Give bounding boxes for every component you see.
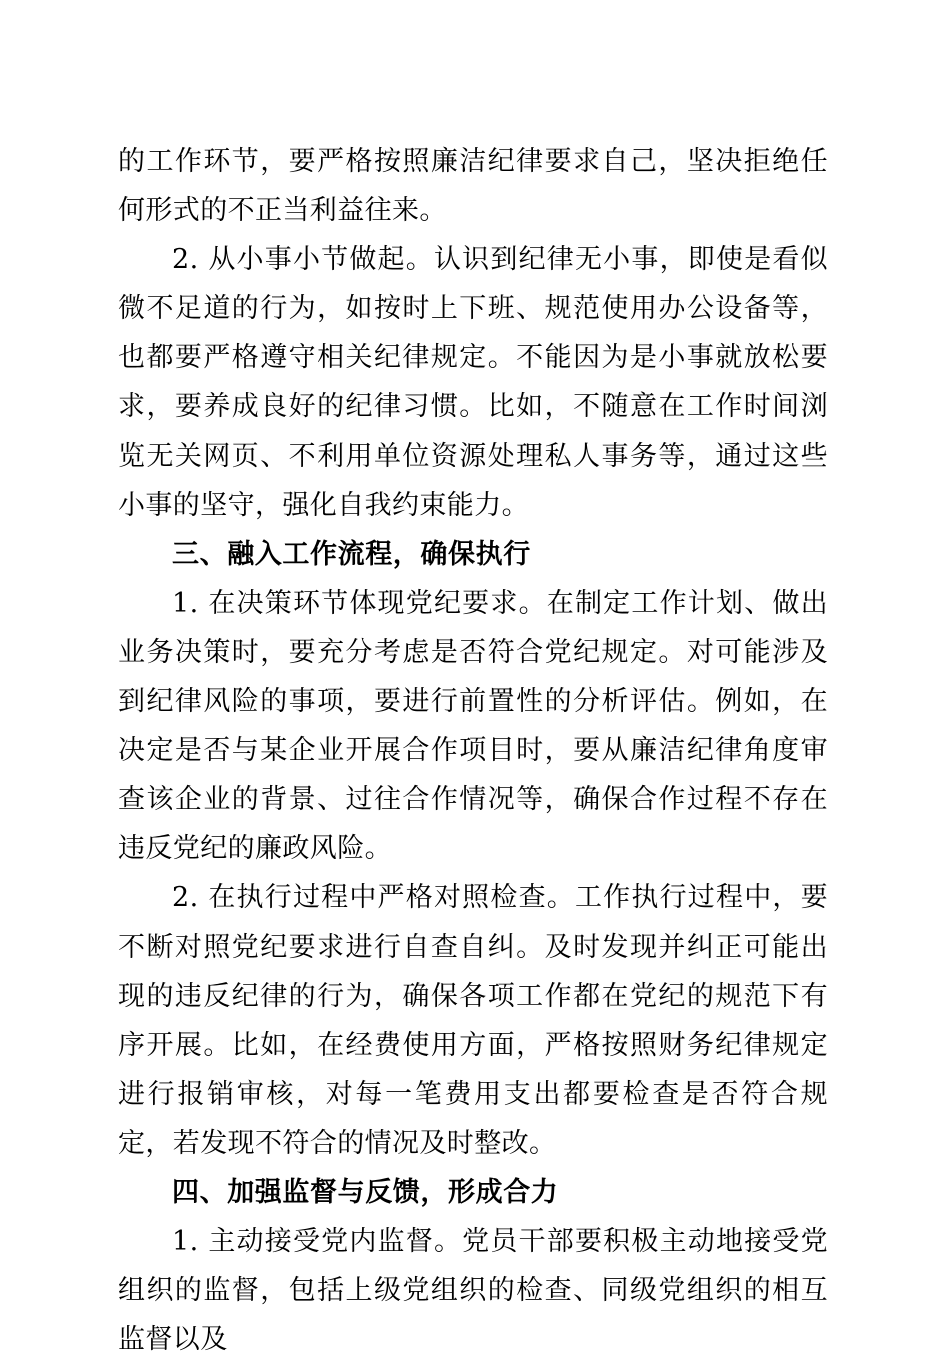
paragraph-continuation: 的工作环节，要严格按照廉洁纪律要求自己，坚决拒绝任何形式的不正当利益往来。	[118, 146, 828, 227]
paragraph-execution-check: 2. 在执行过程中严格对照检查。工作执行过程中，要不断对照党纪要求进行自查自纠。及时发现并纠正可能出现的违反纪律的行为，确保各项工作都在党纪的规范下有序开展。比如，在经费使用方面，严格按照财务纪律规定进行报销审核，对每一笔费用支出都要检查是否符合规定，若发现不符合的情况及时整改。	[118, 882, 828, 1159]
paragraph-party-supervision: 1. 主动接受党内监督。党员干部要积极主动地接受党组织的监督，包括上级党组织的检查、同级党组织的相互监督以及	[118, 1226, 828, 1356]
paragraph-decision-making: 1. 在决策环节体现党纪要求。在制定工作计划、做出业务决策时，要充分考虑是否符合党纪规定。对可能涉及到纪律风险的事项，要进行前置性的分析评估。例如，在决定是否与某企业开展合作项目时，要从廉洁纪律角度审查该企业的背景、过往合作情况等，确保合作过程不存在违反党纪的廉政风险。	[118, 587, 828, 865]
section-heading-three: 三、融入工作流程，确保执行	[172, 538, 531, 570]
paragraph-small-matters: 2. 从小事小节做起。认识到纪律无小事，即使是看似微不足道的行为，如按时上下班、规范使用办公设备等，也都要严格遵守相关纪律规定。不能因为是小事就放松要求，要养成良好的纪律习惯。比如，不随意在工作时间浏览无关网页、不利用单位资源处理私人事务等，通过这些小事的坚守，强化自我约束能力。	[118, 244, 828, 521]
document-page	[118, 137, 828, 1364]
section-heading-four: 四、加强监督与反馈，形成合力	[172, 1176, 559, 1208]
